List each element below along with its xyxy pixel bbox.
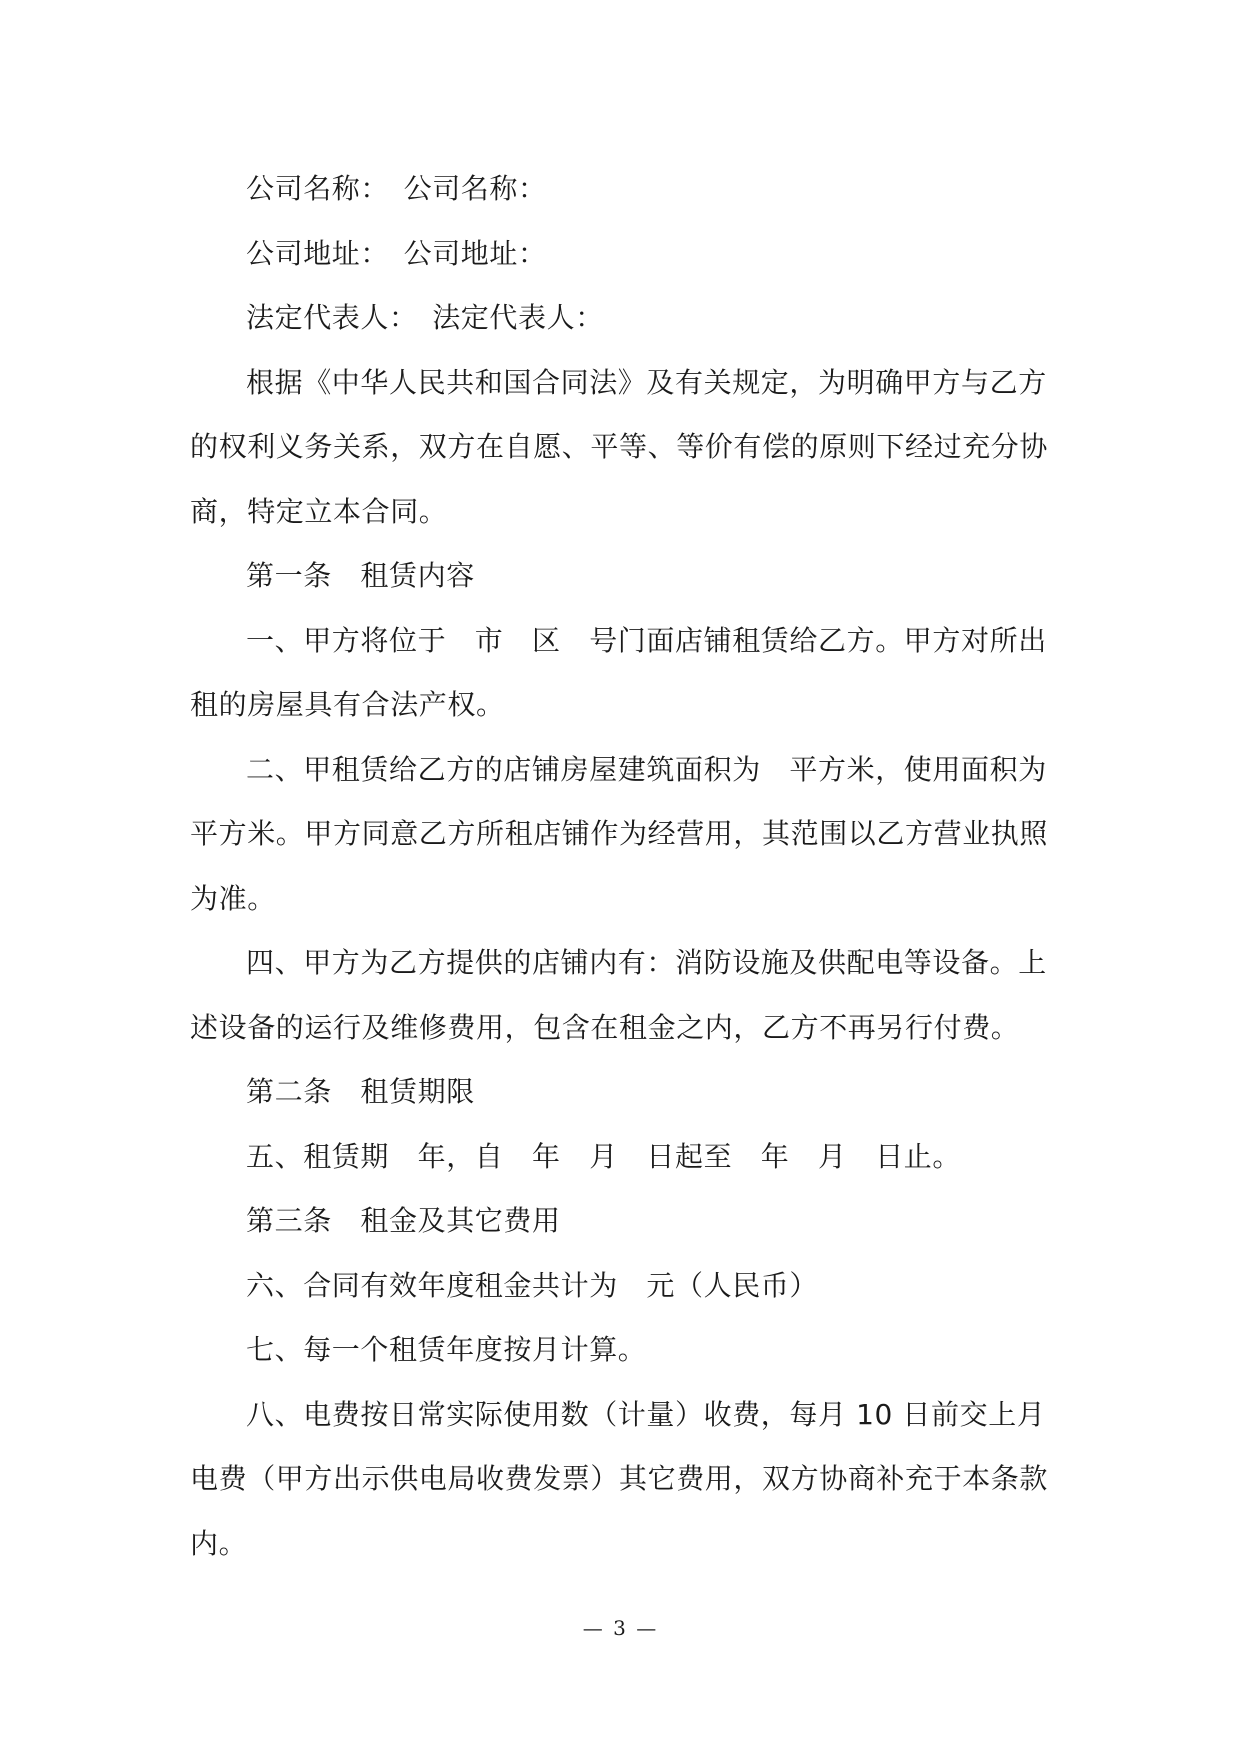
- clause-6-paragraph: 六、合同有效年度租金共计为 元（人民币）: [246, 1268, 819, 1302]
- company-name-line: 公司名称： 公司名称：: [246, 172, 547, 205]
- clause-2-paragraph: 二、甲租赁给乙方的店铺房屋建筑面积为 平方米，使用面积为平方米。甲方同意乙方所租店铺作为经营用，其范围以乙方营业执照为准。: [190, 752, 1049, 915]
- article-3-heading: 第三条 租金及其它费用: [246, 1204, 561, 1237]
- article-1-heading: 第一条 租赁内容: [246, 559, 475, 592]
- clause-7-paragraph: 七、每一个租赁年度按月计算。: [246, 1333, 647, 1366]
- clause-8-paragraph: 八、电费按日常实际使用数（计量）收费，每月 10 日前交上月电费（甲方出示供电局收费发票）其它费用，双方协商补充于本条款内。: [190, 1397, 1049, 1560]
- page-number: — 3 —: [582, 1616, 659, 1640]
- article-2-heading: 第二条 租赁期限: [246, 1075, 475, 1108]
- preamble-paragraph: 根据《中华人民共和国合同法》及有关规定，为明确甲方与乙方的权利义务关系，双方在自愿、平等、等价有偿的原则下经过充分协商，特定立本合同。: [190, 365, 1049, 528]
- clause-4-paragraph: 四、甲方为乙方提供的店铺内有：消防设施及供配电等设备。上述设备的运行及维修费用，包含在租金之内，乙方不再另行付费。: [190, 946, 1047, 1044]
- clause-1-paragraph: 一、甲方将位于 市 区 号门面店铺租赁给乙方。甲方对所出租的房屋具有合法产权。: [190, 623, 1047, 721]
- legal-representative-line: 法定代表人： 法定代表人：: [246, 301, 604, 334]
- company-address-line: 公司地址： 公司地址：: [246, 236, 547, 270]
- clause-5-paragraph: 五、租赁期 年，自 年 月 日起至 年 月 日止。: [246, 1139, 962, 1173]
- document-body: [190, 157, 1050, 1576]
